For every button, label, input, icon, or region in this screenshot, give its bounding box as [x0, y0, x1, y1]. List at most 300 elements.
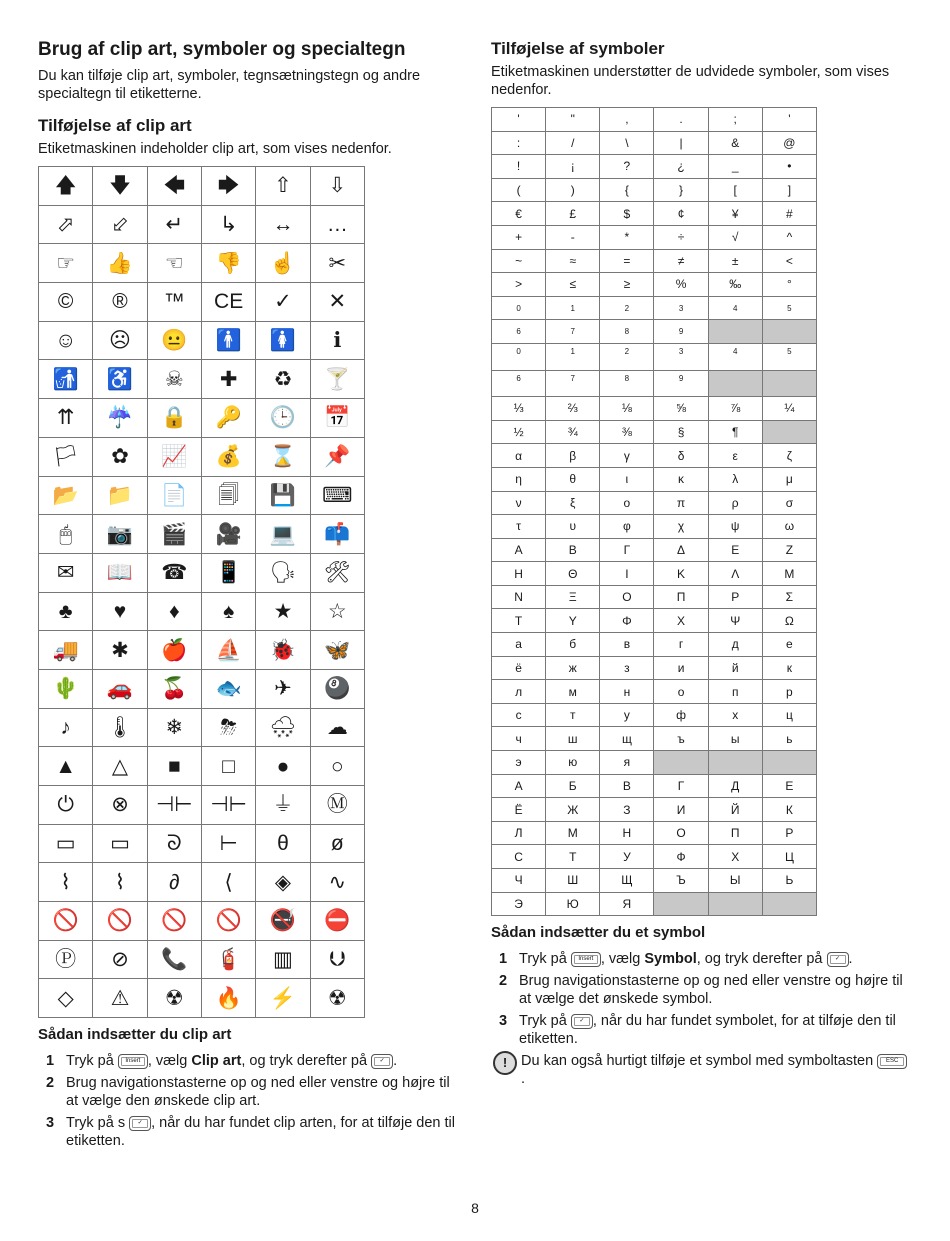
symbol-cell: 7 — [546, 370, 600, 397]
symbol-cell: ! — [492, 155, 546, 179]
symbol-cell: м — [546, 680, 600, 704]
symbol-cell: ш — [546, 727, 600, 751]
symbol-cell: ю — [546, 751, 600, 775]
symbol-cell-row — [492, 491, 817, 515]
symbol-cell-row — [492, 273, 817, 297]
clipart-cell: 🚫 — [93, 902, 147, 941]
symbol-cell-row — [492, 609, 817, 633]
symbol-cell: 6 — [492, 370, 546, 397]
intro-text: Du kan tilføje clip art, symboler, tegnsætningstegn og andre specialtegn til etiketterne. — [38, 68, 421, 102]
symbol-cell-row — [492, 320, 817, 344]
symbol-cell — [762, 420, 816, 444]
symbol-cell-row — [492, 343, 817, 370]
clipart-cell: ☝ — [256, 244, 310, 283]
symbol-cell: Й — [708, 798, 762, 822]
clipart-cell: ▭ — [39, 824, 93, 863]
clipart-cell: ⛵ — [201, 631, 255, 670]
symbol-cell-row — [492, 703, 817, 727]
symbol-cell: Щ — [600, 869, 654, 893]
symbol-cell: З — [600, 798, 654, 822]
symbol-cell: ¶ — [708, 420, 762, 444]
clipart-cell: ⬃ — [93, 205, 147, 244]
clipart-cell: 📱 — [201, 553, 255, 592]
clipart-cell: ♥ — [93, 592, 147, 631]
symbol-cell: Э — [492, 892, 546, 916]
ok-key-icon: ✓ — [827, 952, 849, 967]
symbol-cell: ' — [492, 108, 546, 132]
symbol-cell: 5 — [762, 296, 816, 320]
symbol-cell: У — [600, 845, 654, 869]
clipart-cell: 🡆 — [201, 167, 255, 206]
symbol-cell: " — [546, 108, 600, 132]
clipart-cell: 🕒 — [256, 399, 310, 438]
symbol-cell: α — [492, 444, 546, 468]
symbol-cell: Λ — [708, 562, 762, 586]
symbol-cell-row — [492, 178, 817, 202]
clipart-cell: Ⓜ — [310, 786, 364, 825]
clipart-cell-row — [39, 747, 365, 786]
clipart-cell: 😐 — [147, 321, 201, 360]
clipart-cell: ⛔ — [310, 902, 364, 941]
clipart-cell-row — [39, 631, 365, 670]
clipart-table — [38, 166, 365, 1018]
symbol-cell: э — [492, 751, 546, 775]
symbol-cell: ≤ — [546, 273, 600, 297]
symbol-cell: 4 — [708, 296, 762, 320]
clipart-cell: ⌨ — [310, 476, 364, 515]
symbol-cell: Е — [762, 774, 816, 798]
symbol-cell: 3 — [654, 343, 708, 370]
clipart-cell: ↔ — [256, 205, 310, 244]
symbol-cell: 6 — [492, 320, 546, 344]
clipart-cell-row — [39, 476, 365, 515]
symbol-cell: ъ — [654, 727, 708, 751]
symbol-cell: Т — [546, 845, 600, 869]
page-number: 8 — [471, 1200, 479, 1216]
clipart-cell-row — [39, 321, 365, 360]
symbol-cell: Θ — [546, 562, 600, 586]
symbol-cell: Φ — [600, 609, 654, 633]
symbol-cell: μ — [762, 467, 816, 491]
clipart-cell: 🚫 — [39, 902, 93, 941]
symbol-cell: Б — [546, 774, 600, 798]
symbol-cell: ; — [708, 108, 762, 132]
clipart-cell: ▲ — [39, 747, 93, 786]
symbol-cell-row — [492, 751, 817, 775]
clipart-cell-row — [39, 863, 365, 902]
symbol-cell: я — [600, 751, 654, 775]
symbol-cell: 8 — [600, 320, 654, 344]
symbol-cell: 9 — [654, 370, 708, 397]
clipart-cell: 💻 — [256, 515, 310, 554]
symbol-cell: ] — [762, 178, 816, 202]
symbol-cell: т — [546, 703, 600, 727]
symbol-cell: δ — [654, 444, 708, 468]
symbol-cell: Н — [600, 821, 654, 845]
symbol-cell — [762, 370, 816, 397]
symbol-cell: π — [654, 491, 708, 515]
symbol-cell: ц — [762, 703, 816, 727]
symbol-cell: ± — [708, 249, 762, 273]
symbol-cell: Ю — [546, 892, 600, 916]
symbol-cell-row — [492, 680, 817, 704]
symbol-cell: г — [654, 633, 708, 657]
clipart-cell-row — [39, 824, 365, 863]
symbol-cell: $ — [600, 202, 654, 226]
symbol-cell: ζ — [762, 444, 816, 468]
clipart-cell: 🖱 — [39, 515, 93, 554]
symbol-step-3: 3 Tryk på ✓ , når du har fundet symbolet, for at tilføje den til etiketten. — [499, 1013, 896, 1048]
symbol-cell: ≥ — [600, 273, 654, 297]
symbol-cell: ¾ — [546, 420, 600, 444]
symbol-cell-row — [492, 845, 817, 869]
clipart-cell: 🡄 — [147, 167, 201, 206]
symbols-intro: Etiketmaskinen understøtter de udvidede symboler, som vises nedenfor. — [491, 64, 890, 98]
symbol-cell: Ё — [492, 798, 546, 822]
note: ! Du kan også hurtigt tilføje et symbol med symboltasten ESC. — [491, 1052, 911, 1088]
symbol-cell — [708, 320, 762, 344]
symbol-cell: Ε — [708, 538, 762, 562]
symbol-cell: п — [708, 680, 762, 704]
ok-key-icon: ✓ — [129, 1116, 151, 1131]
symbol-cell-row — [492, 821, 817, 845]
symbol-cell: ¡ — [546, 155, 600, 179]
symbol-cell: Δ — [654, 538, 708, 562]
symbol-cell-row — [492, 774, 817, 798]
symbol-cell: 2 — [600, 343, 654, 370]
symbol-cell: Л — [492, 821, 546, 845]
clipart-cell: 💰 — [201, 437, 255, 476]
symbol-cell: - — [546, 225, 600, 249]
clipart-cell: ᘐ — [147, 824, 201, 863]
clipart-cell: ⊣⊢ — [147, 786, 201, 825]
clipart-cell: ℹ — [310, 321, 364, 360]
symbol-cell-row — [492, 585, 817, 609]
clipart-cell: ♠ — [201, 592, 255, 631]
symbol-cell: 2 — [600, 296, 654, 320]
clipart-cell: 🎱 — [310, 669, 364, 708]
clipart-cell: 🌵 — [39, 669, 93, 708]
right-column — [491, 38, 911, 1088]
clipart-cell: ® — [93, 283, 147, 322]
symbol-cell: • — [762, 155, 816, 179]
clipart-cell: ⏚ — [256, 786, 310, 825]
clipart-cell: © — [39, 283, 93, 322]
symbol-cell: ¥ — [708, 202, 762, 226]
clipart-cell: 👍 — [93, 244, 147, 283]
symbol-cell: С — [492, 845, 546, 869]
symbol-cell: | — [654, 131, 708, 155]
symbol-cell: 8 — [600, 370, 654, 397]
symbol-cell: [ — [708, 178, 762, 202]
clipart-cell: 🍸 — [310, 360, 364, 399]
symbol-cell: , — [600, 108, 654, 132]
clipart-cell: 📅 — [310, 399, 364, 438]
clipart-cell: ♦ — [147, 592, 201, 631]
symbol-cell: Р — [762, 821, 816, 845]
symbol-cell: € — [492, 202, 546, 226]
symbol-cell: д — [708, 633, 762, 657]
clipart-cell-row — [39, 515, 365, 554]
symbol-cell-row — [492, 444, 817, 468]
clipart-cell: 📷 — [93, 515, 147, 554]
symbol-cell: £ — [546, 202, 600, 226]
symbol-cell-row — [492, 467, 817, 491]
clipart-cell: 🗐 — [201, 476, 255, 515]
symbols-heading: Tilføjelse af symboler — [491, 39, 665, 58]
symbol-cell: φ — [600, 515, 654, 539]
symbol-cell-row — [492, 869, 817, 893]
clipart-cell: ☔ — [93, 399, 147, 438]
symbol-cell: Α — [492, 538, 546, 562]
clipart-cell: ✱ — [93, 631, 147, 670]
clipart-cell: 🚹 — [201, 321, 255, 360]
symbol-cell: Π — [654, 585, 708, 609]
clipart-cell: 🦋 — [310, 631, 364, 670]
symbol-cell: Ο — [600, 585, 654, 609]
symbol-cell: 5 — [762, 343, 816, 370]
symbol-cell: Ρ — [708, 585, 762, 609]
symbol-cell-row — [492, 370, 817, 397]
clipart-cell: ⛈ — [201, 708, 255, 747]
ok-key-icon: ✓ — [571, 1014, 593, 1029]
symbol-cell: Υ — [546, 609, 600, 633]
symbol-cell: з — [600, 656, 654, 680]
symbol-cell: Х — [708, 845, 762, 869]
symbol-cell: σ — [762, 491, 816, 515]
symbol-cell-row — [492, 108, 817, 132]
symbol-cell: Ъ — [654, 869, 708, 893]
clipart-cell: ☆ — [310, 592, 364, 631]
clipart-cell-row — [39, 437, 365, 476]
clipart-cell: 📖 — [93, 553, 147, 592]
clipart-cell-row — [39, 708, 365, 747]
symbol-cell: Ф — [654, 845, 708, 869]
clipart-cell-row — [39, 979, 365, 1018]
symbol-cell — [762, 320, 816, 344]
symbol-cell-row — [492, 656, 817, 680]
esc-key-icon: ESC — [877, 1054, 907, 1069]
clipart-cell: ⌇ — [93, 863, 147, 902]
symbol-cell: Ω — [762, 609, 816, 633]
symbol-cell-row — [492, 225, 817, 249]
symbol-cell: + — [492, 225, 546, 249]
symbol-cell: 0 — [492, 296, 546, 320]
clipart-cell: ⚡ — [256, 979, 310, 1018]
symbol-cell: ρ — [708, 491, 762, 515]
clipart-cell: ◇ — [39, 979, 93, 1018]
clipart-cell-row — [39, 902, 365, 941]
symbol-cell: ° — [762, 273, 816, 297]
clipart-cell: 📫 — [310, 515, 364, 554]
clipart-cell: ☢ — [147, 979, 201, 1018]
symbol-cell: П — [708, 821, 762, 845]
symbol-cell: ⅓ — [492, 397, 546, 421]
symbol-cell: ½ — [492, 420, 546, 444]
clipart-cell: ⊗ — [93, 786, 147, 825]
clipart-cell: ■ — [147, 747, 201, 786]
clipart-cell: 📁 — [93, 476, 147, 515]
clipart-intro: Etiketmaskinen indeholder clip art, som vises nedenfor. — [38, 141, 392, 157]
clipart-cell: ∿ — [310, 863, 364, 902]
clipart-cell: ⌇ — [39, 863, 93, 902]
clipart-step-3: 3 Tryk på s ✓ , når du har fundet clip arten, for at tilføje den til etiketten. — [46, 1115, 455, 1150]
symbol-cell: ⅔ — [546, 397, 600, 421]
symbol-cell: ^ — [762, 225, 816, 249]
clipart-cell: 🍒 — [147, 669, 201, 708]
symbol-cell: # — [762, 202, 816, 226]
symbol-cell: ¢ — [654, 202, 708, 226]
symbol-cell: О — [654, 821, 708, 845]
symbol-cell: у — [600, 703, 654, 727]
symbol-cell: Γ — [600, 538, 654, 562]
clipart-cell: ☢ — [310, 979, 364, 1018]
symbol-cell: ж — [546, 656, 600, 680]
clipart-cell: 👎 — [201, 244, 255, 283]
symbol-cell — [654, 751, 708, 775]
symbol-cell: а — [492, 633, 546, 657]
clipart-cell: ⚠ — [93, 979, 147, 1018]
clipart-cell: 🔑 — [201, 399, 255, 438]
insert-key-icon: Insert — [571, 952, 601, 967]
symbol-cell: М — [546, 821, 600, 845]
symbol-cell: = — [600, 249, 654, 273]
insert-key-icon: Insert — [118, 1054, 148, 1069]
symbol-cell-row — [492, 249, 817, 273]
clipart-cell: ✓ — [256, 283, 310, 322]
clipart-cell: ○ — [310, 747, 364, 786]
symbol-cell: ⅞ — [708, 397, 762, 421]
clipart-cell: ● — [256, 747, 310, 786]
symbol-cell: ω — [762, 515, 816, 539]
symbol-cell: _ — [708, 155, 762, 179]
clipart-cell: ♣ — [39, 592, 93, 631]
symbol-cell: ‰ — [708, 273, 762, 297]
clipart-cell: ⊘ — [93, 940, 147, 979]
clipart-cell: ☠ — [147, 360, 201, 399]
clipart-cell: ⊣⊢ — [201, 786, 255, 825]
symbol-cell: ч — [492, 727, 546, 751]
symbol-cell: Ч — [492, 869, 546, 893]
symbol-how-heading: Sådan indsætter du et symbol — [491, 924, 706, 942]
clipart-cell: ♪ — [39, 708, 93, 747]
symbol-cell: \ — [600, 131, 654, 155]
symbol-cell: ь — [762, 727, 816, 751]
symbol-cell-row — [492, 397, 817, 421]
clipart-cell: Ⓟ — [39, 940, 93, 979]
symbol-cell: н — [600, 680, 654, 704]
symbol-cell: 9 — [654, 320, 708, 344]
symbol-cell — [762, 751, 816, 775]
symbol-cell: ¿ — [654, 155, 708, 179]
clipart-cell-row — [39, 167, 365, 206]
symbol-cell: Ξ — [546, 585, 600, 609]
symbol-cell: й — [708, 656, 762, 680]
clipart-cell: 🔥 — [201, 979, 255, 1018]
symbol-cell: Μ — [762, 562, 816, 586]
symbol-cell: ÷ — [654, 225, 708, 249]
clipart-cell: ✕ — [310, 283, 364, 322]
clipart-cell: ⟨ — [201, 863, 255, 902]
symbol-cell: Ι — [600, 562, 654, 586]
symbol-cell: η — [492, 467, 546, 491]
symbol-cell: с — [492, 703, 546, 727]
symbol-cell: А — [492, 774, 546, 798]
clipart-cell-row — [39, 283, 365, 322]
clipart-cell-row — [39, 592, 365, 631]
symbol-cell-row — [492, 892, 817, 916]
symbol-cell: 0 — [492, 343, 546, 370]
clipart-cell: 🌡 — [93, 708, 147, 747]
symbol-cell-row — [492, 515, 817, 539]
clipart-how-heading: Sådan indsætter du clip art — [38, 1026, 232, 1044]
symbol-cell-row — [492, 155, 817, 179]
clipart-cell: ♻ — [256, 360, 310, 399]
symbol-cell: λ — [708, 467, 762, 491]
symbol-cell: В — [600, 774, 654, 798]
clipart-step-1: 1 Tryk på Insert , vælg Clip art, og tryk derefter på ✓ . — [46, 1053, 398, 1070]
clipart-cell-row — [39, 669, 365, 708]
clipart-cell: 🎥 — [201, 515, 255, 554]
symbol-cell: К — [762, 798, 816, 822]
clipart-cell: 🡇 — [93, 167, 147, 206]
symbol-cell: § — [654, 420, 708, 444]
clipart-cell: 📞 — [147, 940, 201, 979]
clipart-cell: △ — [93, 747, 147, 786]
symbol-cell: ι — [600, 467, 654, 491]
clipart-cell: ⇧ — [256, 167, 310, 206]
symbol-cell — [654, 892, 708, 916]
symbol-cell — [708, 892, 762, 916]
clipart-cell: 🚫 — [201, 902, 255, 941]
clipart-cell: ⌛ — [256, 437, 310, 476]
symbol-cell-row — [492, 727, 817, 751]
symbol-cell: 1 — [546, 296, 600, 320]
symbol-cell: < — [762, 249, 816, 273]
clipart-cell: ⊢ — [201, 824, 255, 863]
exclamation-icon: ! — [493, 1051, 517, 1075]
symbol-cell-row — [492, 202, 817, 226]
symbol-cell: ы — [708, 727, 762, 751]
symbol-cell — [762, 892, 816, 916]
clipart-cell: 🚗 — [93, 669, 147, 708]
symbol-cell: Ψ — [708, 609, 762, 633]
clipart-cell: 🡅 — [39, 167, 93, 206]
clipart-cell: ✚ — [201, 360, 255, 399]
clipart-cell-row — [39, 940, 365, 979]
symbol-cell: 3 — [654, 296, 708, 320]
clipart-cell: ▭ — [93, 824, 147, 863]
clipart-cell: ☞ — [39, 244, 93, 283]
symbol-cell: } — [654, 178, 708, 202]
clipart-cell: 🧯 — [201, 940, 255, 979]
symbol-cell-row — [492, 633, 817, 657]
clipart-heading: Tilføjelse af clip art — [38, 116, 192, 135]
symbol-cell: β — [546, 444, 600, 468]
symbol-cell: ⅝ — [654, 397, 708, 421]
symbol-cell: . — [654, 108, 708, 132]
symbol-cell: { — [600, 178, 654, 202]
clipart-cell: ⮋ — [310, 940, 364, 979]
symbol-cell: р — [762, 680, 816, 704]
clipart-cell: … — [310, 205, 364, 244]
clipart-cell: ↵ — [147, 205, 201, 244]
symbol-cell: ≠ — [654, 249, 708, 273]
clipart-cell: ▥ — [256, 940, 310, 979]
symbol-cell: Я — [600, 892, 654, 916]
clipart-cell: ☎ — [147, 553, 201, 592]
clipart-cell: 🚮 — [39, 360, 93, 399]
